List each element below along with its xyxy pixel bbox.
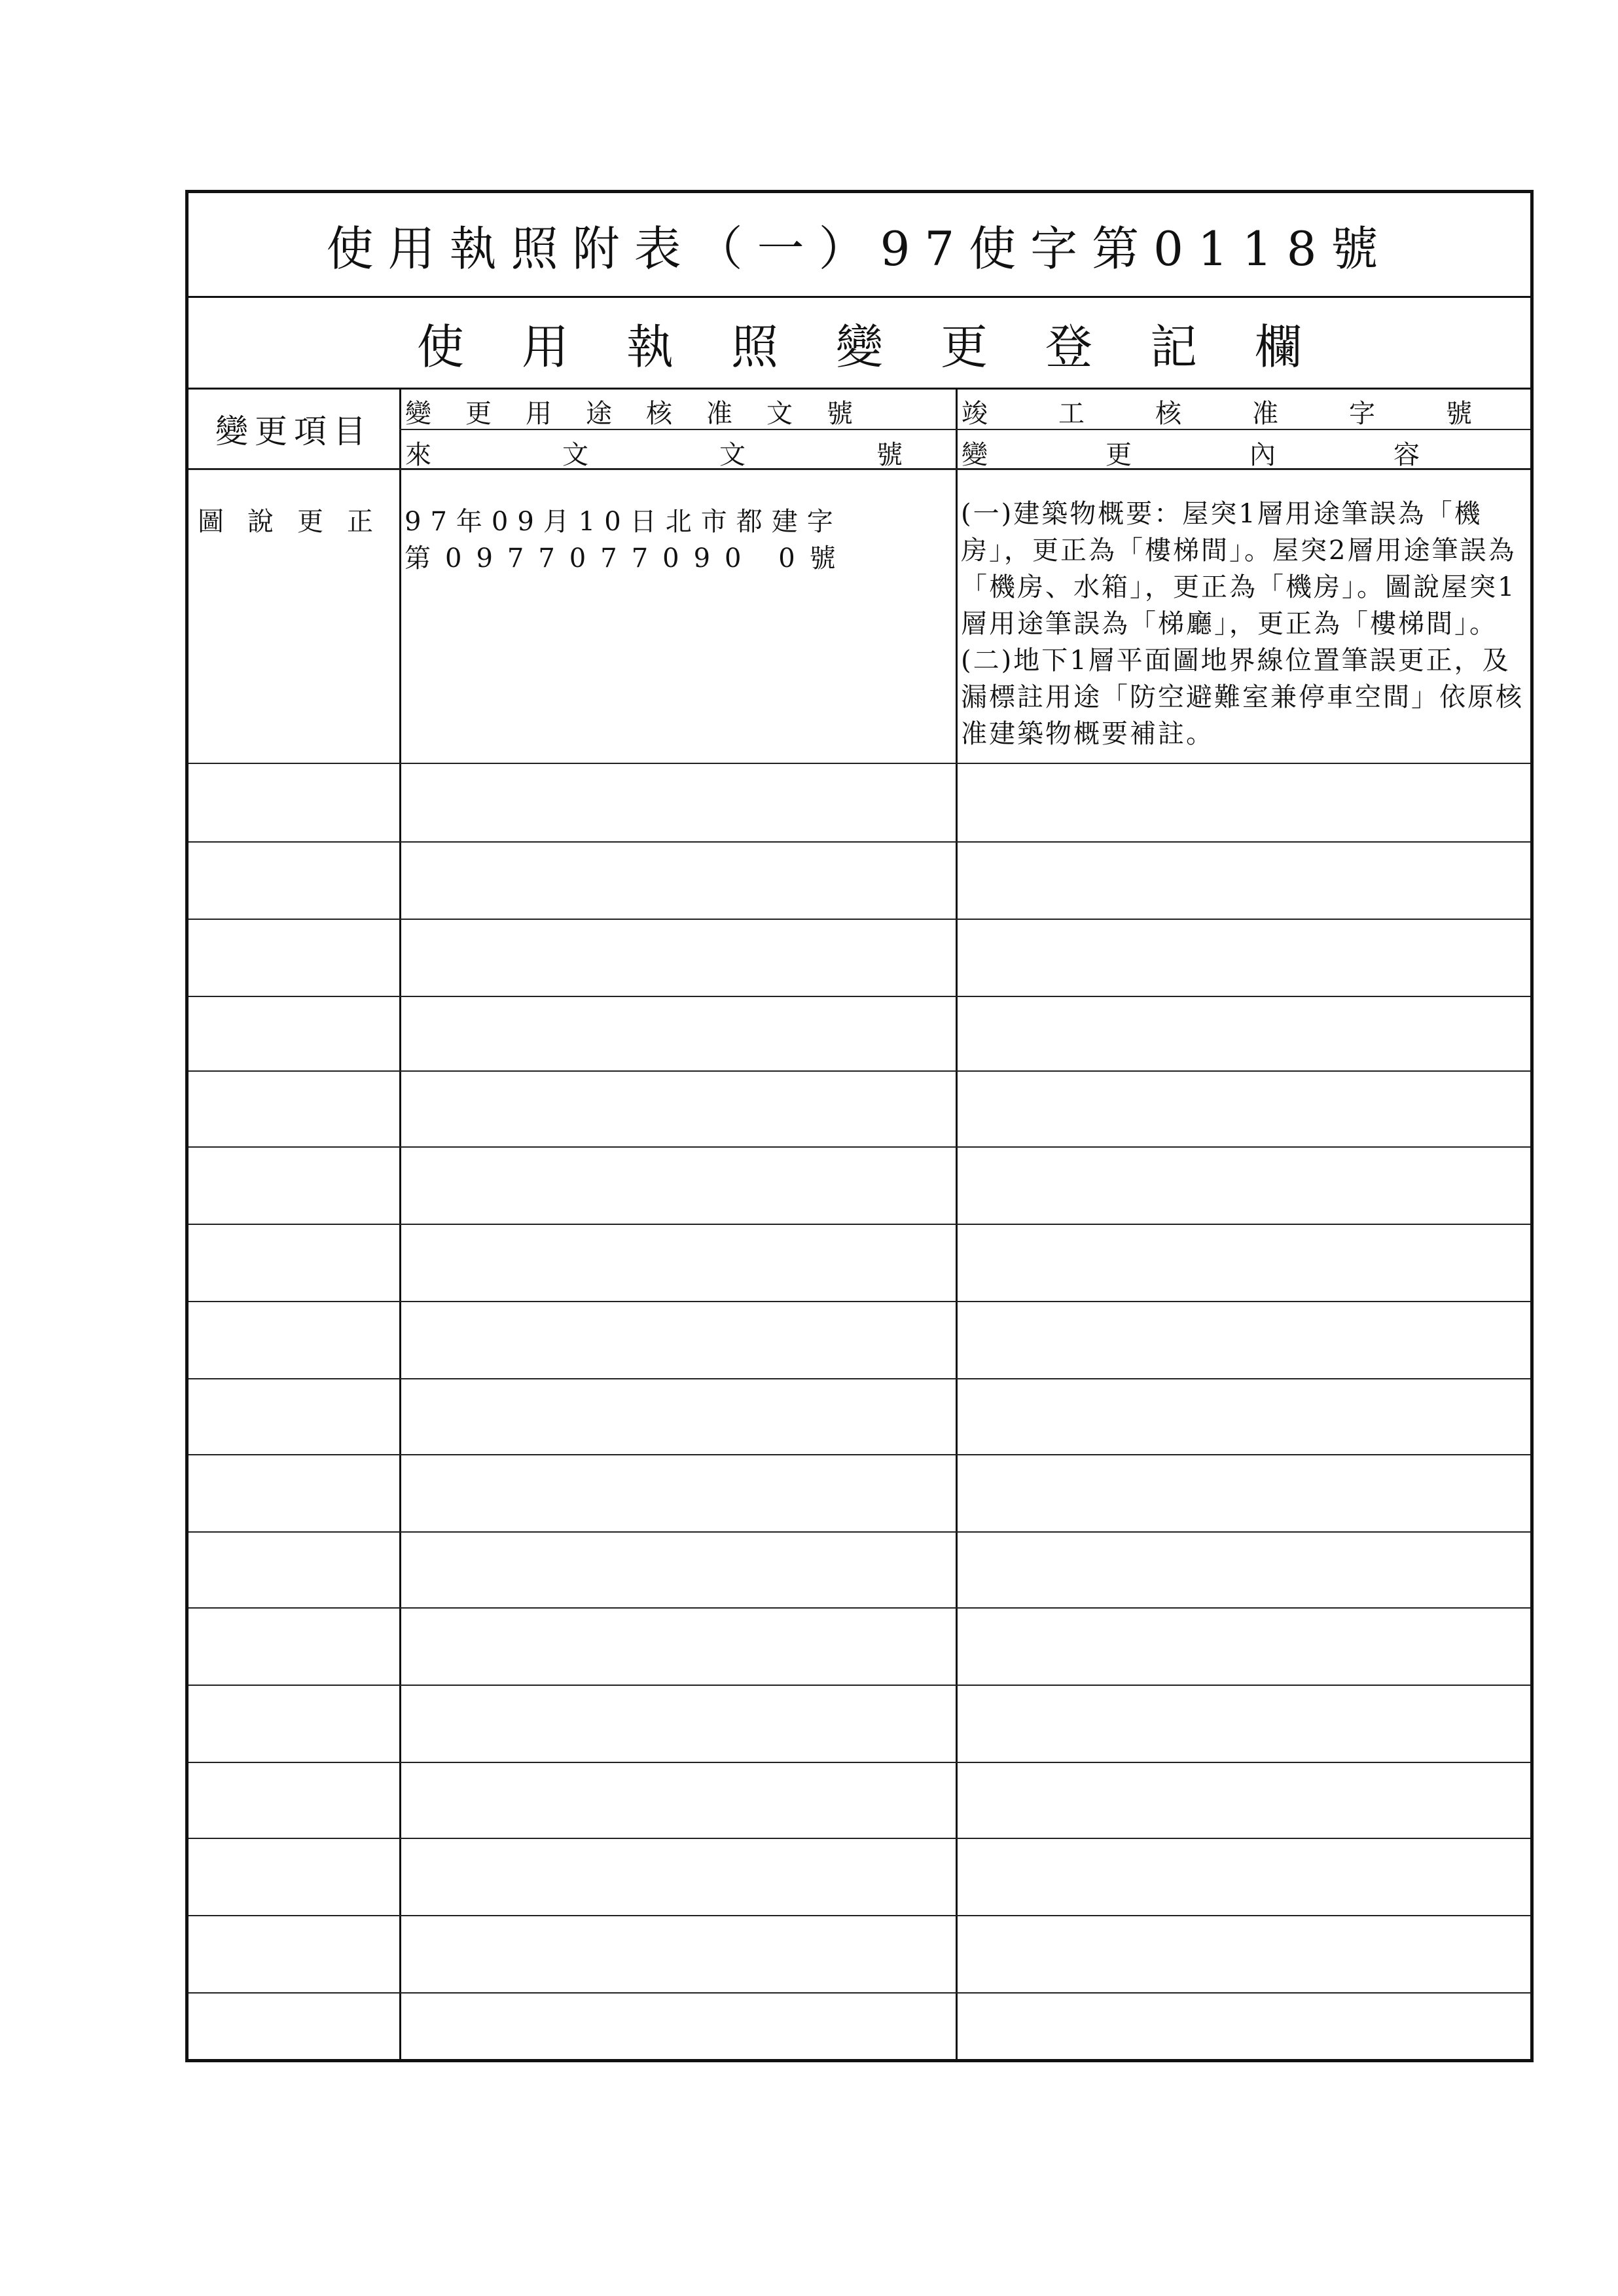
header-text: 竣工核准字號 (962, 399, 1543, 429)
column-header-item: 變更項目 (215, 412, 372, 450)
row-doc-line1: 97年09月10日北市都建字 (404, 507, 842, 537)
column-header-approval-doc (401, 393, 955, 429)
column-header-completion-no (958, 393, 1543, 429)
column-header-change-content (958, 434, 1537, 470)
header-text: 變更內容 (962, 440, 1537, 470)
form-title: 使用執照附表（一）97使字第0118號 (189, 193, 1530, 298)
header-text: 來文文號 (405, 440, 1034, 470)
row-item: 圖說更正 (198, 507, 397, 537)
change-register-heading: 使 用 執 照 變 更 登 記 欄 (189, 298, 1530, 390)
header-text: 變更用途核准文號 (405, 399, 887, 429)
row-change-content: (一)建築物概要：屋突1層用途筆誤為「機房」，更正為「樓梯間」。屋突2層用途筆誤為「機房、水箱」，更正為「機房」。圖說屋突1層用途筆誤為「梯廳」，更正為「樓梯間」。(二)地下1層平面圖地界線位置筆誤更正，及漏標註用途「防空避難室兼停車空間」依原核准建築物概要補註。 (961, 499, 1524, 749)
header-divider (399, 429, 1530, 430)
use-permit-attachment-form (185, 190, 1543, 2062)
row-doc-line2: 第0977077090 0號 (404, 543, 850, 574)
header-bottom-divider (189, 468, 1530, 470)
column-header-incoming-doc (401, 434, 1034, 470)
